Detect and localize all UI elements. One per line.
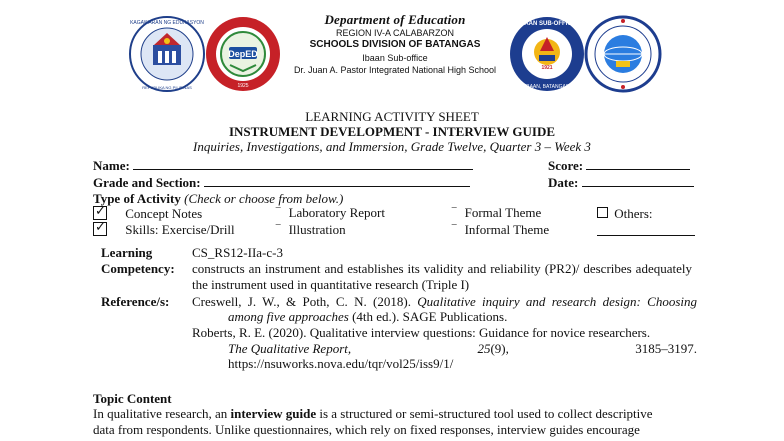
others-label: Others:	[614, 206, 653, 221]
sheet-title: INSTRUMENT DEVELOPMENT - INTERVIEW GUIDE	[228, 124, 556, 139]
skills-checkbox[interactable]	[93, 222, 107, 236]
date-label: Date:	[548, 175, 579, 190]
topic-paragraph-line-2: data from respondents. Unlike questionnaires, which rely on fixed responses, interview guides encourage	[93, 422, 640, 437]
score-field[interactable]	[586, 157, 690, 170]
score-row	[548, 157, 690, 173]
lab-report-label: Laboratory Report	[288, 205, 385, 220]
informal-theme-label: Informal Theme	[464, 222, 550, 237]
formal-theme-label: Formal Theme	[464, 205, 542, 220]
svg-text:1925: 1925	[237, 83, 249, 89]
region-text: REGION IV-A CALABARZON	[335, 27, 455, 38]
grade-section-field[interactable]	[204, 174, 470, 187]
grade-section-label: Grade and Section:	[93, 175, 201, 190]
ref1-title: Qualitative inquiry and research design: Choosing	[417, 294, 697, 309]
reference-1	[192, 294, 697, 310]
formal-theme-box[interactable]: ‾	[452, 205, 457, 220]
concept-notes-checkbox[interactable]	[93, 206, 107, 220]
svg-text:REPUBLIKA NG PILIPINAS: REPUBLIKA NG PILIPINAS	[142, 85, 192, 90]
informal-theme-option[interactable]	[452, 222, 549, 237]
svg-text:IBAAN, BATANGAS: IBAAN, BATANGAS	[524, 84, 570, 90]
others-option[interactable]	[597, 206, 653, 221]
concept-notes-option[interactable]	[93, 206, 202, 221]
competency-label-1: Learning	[101, 245, 153, 260]
activity-hint: (Check or choose from below.)	[184, 191, 344, 206]
letterhead	[250, 14, 540, 77]
score-label: Score:	[548, 158, 584, 173]
lab-report-option[interactable]	[276, 205, 385, 220]
others-checkbox[interactable]	[597, 207, 608, 218]
ref2-journal-line	[228, 341, 697, 357]
ref1-authors: Creswell, J. W., & Poth, C. N. (2018).	[192, 294, 411, 309]
name-row	[93, 157, 473, 173]
competency-code: CS_RS12-IIa-c-3	[192, 245, 283, 260]
informal-theme-box[interactable]: ‾	[452, 222, 457, 237]
ref2-line: Roberts, R. E. (2020). Qualitative interview questions: Guidance for novice researchers.	[192, 325, 651, 340]
ref2-url[interactable]: https://nsuworks.nova.edu/tqr/vol25/iss9/1/	[228, 356, 454, 371]
name-field[interactable]	[133, 157, 473, 170]
svg-text:KAGAWARAN NG EDUKASYON: KAGAWARAN NG EDUKASYON	[130, 20, 204, 26]
grade-section-row	[93, 174, 470, 190]
ref2-volume: 25(9),	[477, 340, 509, 356]
sheet-subtitle: Inquiries, Investigations, and Immersion, Grade Twelve, Quarter 3 – Week 3	[193, 139, 591, 154]
ref2-pages: 3185–3197.	[635, 340, 697, 356]
division-text: SCHOOLS DIVISION OF BATANGAS	[309, 39, 481, 50]
others-field[interactable]	[597, 235, 695, 236]
kagawaran-seal-logo	[128, 15, 206, 93]
date-field[interactable]	[582, 174, 694, 187]
name-label: Name:	[93, 158, 130, 173]
date-row	[548, 174, 694, 190]
ref2-journal: The Qualitative Report,	[228, 340, 352, 356]
lab-report-box[interactable]: ‾	[276, 205, 281, 220]
formal-theme-option[interactable]	[452, 205, 541, 220]
illustration-box[interactable]: ‾	[276, 222, 281, 237]
ref1-title-cont: among five approaches	[228, 309, 349, 324]
competency-text: constructs an instrument and establishes its validity and reliability (PR2)/ describes adequately the instrument used in quantitative research (Triple I)	[192, 261, 692, 292]
topic-paragraph-line-1: In qualitative research, an interview guide is a structured or semi-structured tool used to collect descriptive	[93, 406, 653, 421]
interview-guide-term: interview guide	[230, 406, 317, 421]
activity-label: Type of Activity	[93, 191, 181, 206]
skills-label: Skills: Exercise/Drill	[125, 222, 235, 237]
references-label: Reference/s:	[101, 294, 170, 309]
ref1-publisher: (4th ed.). SAGE Publications.	[352, 309, 508, 324]
competency-label-2: Competency:	[101, 261, 175, 276]
reference-2	[192, 325, 697, 372]
svg-text:DepED: DepED	[228, 49, 258, 59]
illustration-label: Illustration	[288, 222, 346, 237]
department-title: Department of Education	[324, 12, 466, 27]
svg-text:1921: 1921	[541, 65, 553, 71]
sub-office-text: Ibaan Sub-office	[362, 52, 428, 63]
svg-text:IBAAN SUB-OFFICE: IBAAN SUB-OFFICE	[518, 21, 576, 27]
school-name: Dr. Juan A. Pastor Integrated National High School	[293, 65, 497, 75]
illustration-option[interactable]	[276, 222, 346, 237]
school-seal-logo	[584, 15, 662, 93]
topic-heading: Topic Content	[93, 391, 172, 406]
ref1-continuation	[228, 309, 507, 325]
skills-option[interactable]	[93, 222, 235, 237]
activity-heading	[93, 191, 343, 206]
sheet-type: LEARNING ACTIVITY SHEET	[305, 109, 479, 124]
concept-notes-label: Concept Notes	[125, 206, 203, 221]
